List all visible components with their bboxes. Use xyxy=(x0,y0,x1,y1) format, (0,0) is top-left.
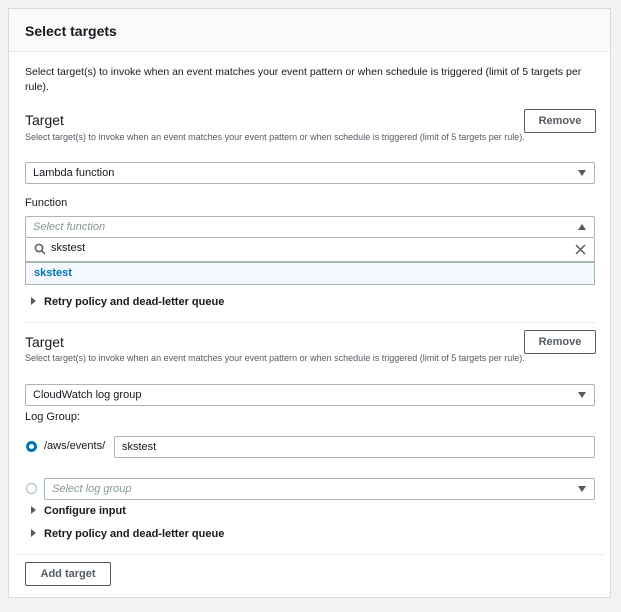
close-icon[interactable] xyxy=(575,244,586,255)
target-1-function-label: Function xyxy=(25,197,68,209)
caret-right-icon xyxy=(31,506,36,514)
chevron-up-icon xyxy=(578,224,586,230)
target-2-retry-label: Retry policy and dead-letter queue xyxy=(44,528,225,540)
target-1-retry-label: Retry policy and dead-letter queue xyxy=(44,296,225,308)
select-log-group-placeholder: Select log group xyxy=(52,483,132,495)
log-group-existing-radio[interactable] xyxy=(26,483,37,494)
chevron-down-icon xyxy=(578,486,586,492)
log-group-new-radio[interactable] xyxy=(26,441,37,452)
caret-right-icon xyxy=(31,297,36,305)
configure-input-label: Configure input xyxy=(44,505,126,517)
panel-description: Select target(s) to invoke when an event matches your event pattern or when schedule is triggered (limit of 5 targets per rule). xyxy=(25,66,582,93)
log-group-name-input[interactable]: skstest xyxy=(114,436,595,458)
target-2-description: Select target(s) to invoke when an event matches your event pattern or when schedule is triggered (limit of 5 targets per rule). xyxy=(25,353,525,363)
chevron-down-icon xyxy=(578,392,586,398)
target-2-type-value: CloudWatch log group xyxy=(33,389,142,401)
target-1-description: Select target(s) to invoke when an event matches your event pattern or when schedule is triggered (limit of 5 targets per rule). xyxy=(25,132,525,142)
target-2-type-select[interactable] xyxy=(25,384,595,406)
target-2-remove-button[interactable]: Remove xyxy=(524,330,596,354)
target-1-remove-button[interactable]: Remove xyxy=(524,109,596,133)
function-select[interactable] xyxy=(25,216,595,238)
target-divider xyxy=(25,322,595,323)
chevron-down-icon xyxy=(578,170,586,176)
panel-header xyxy=(9,9,610,52)
target-1-heading: Target xyxy=(25,112,64,128)
function-option-skstest[interactable] xyxy=(25,262,595,285)
caret-right-icon xyxy=(31,529,36,537)
function-search-field[interactable] xyxy=(25,238,595,262)
target-1-type-select[interactable] xyxy=(25,162,595,184)
function-placeholder: Select function xyxy=(33,221,106,233)
target-2-retry-expander[interactable] xyxy=(31,528,224,540)
select-targets-panel xyxy=(8,8,611,598)
add-target-button[interactable]: Add target xyxy=(25,562,111,586)
log-group-label: Log Group: xyxy=(25,411,81,423)
select-log-group[interactable] xyxy=(44,478,595,500)
function-option-label: skstest xyxy=(34,267,72,279)
panel-title: Select targets xyxy=(25,23,117,39)
footer-divider xyxy=(17,554,604,555)
log-group-prefix: /aws/events/ xyxy=(44,440,106,452)
search-icon xyxy=(34,243,46,255)
target-2-heading: Target xyxy=(25,334,64,350)
configure-input-expander[interactable] xyxy=(31,505,126,517)
function-search-input: skstest xyxy=(51,242,86,254)
target-1-type-value: Lambda function xyxy=(33,167,115,179)
target-1-retry-expander[interactable] xyxy=(31,296,224,308)
